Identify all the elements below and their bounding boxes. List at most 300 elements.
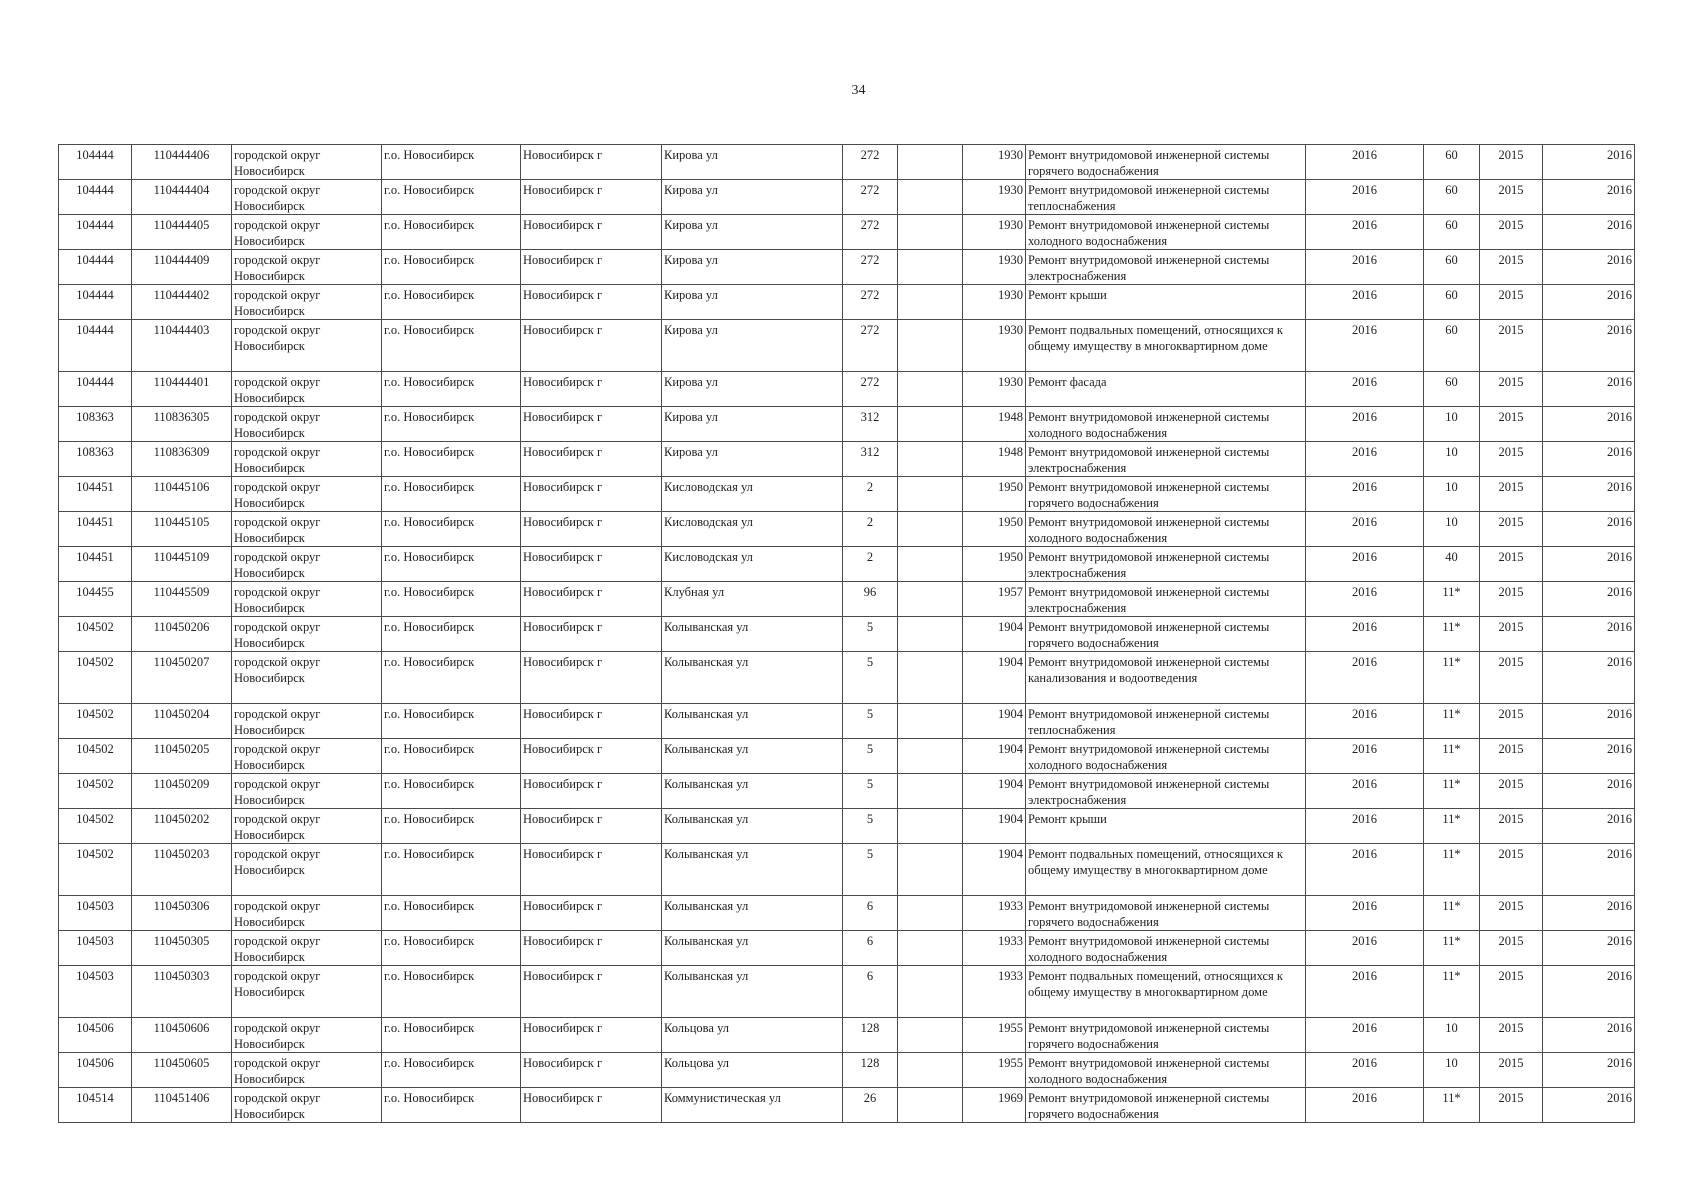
locality-cell: Новосибирск г <box>521 250 662 285</box>
municipality-cell: городской округ Новосибирск <box>232 145 382 180</box>
plan-start-cell: 2015 <box>1480 285 1543 320</box>
table-row <box>59 180 1635 215</box>
wear-cell: 11* <box>1424 896 1480 931</box>
building-cell <box>898 250 963 285</box>
building-cell <box>898 512 963 547</box>
work-id-cell: 110836305 <box>132 407 232 442</box>
house-number-cell: 5 <box>843 809 898 844</box>
plan-end-cell: 2016 <box>1543 652 1635 704</box>
year-built-cell: 1933 <box>963 896 1026 931</box>
district-cell: г.о. Новосибирск <box>382 704 521 739</box>
house-id-cell: 104444 <box>59 180 132 215</box>
plan-start-cell: 2015 <box>1480 582 1543 617</box>
work-id-cell: 110445106 <box>132 477 232 512</box>
plan-start-cell: 2015 <box>1480 704 1543 739</box>
house-number-cell: 2 <box>843 547 898 582</box>
work-type-cell: Ремонт крыши <box>1026 809 1306 844</box>
building-cell <box>898 704 963 739</box>
year-built-cell: 1904 <box>963 617 1026 652</box>
building-cell <box>898 582 963 617</box>
house-id-cell: 104444 <box>59 215 132 250</box>
municipality-cell: городской округ Новосибирск <box>232 442 382 477</box>
plan-start-cell: 2015 <box>1480 442 1543 477</box>
plan-end-cell: 2016 <box>1543 844 1635 896</box>
work-id-cell: 110450605 <box>132 1053 232 1088</box>
house-id-cell: 104502 <box>59 844 132 896</box>
table-row <box>59 1088 1635 1123</box>
work-year-cell: 2016 <box>1306 145 1424 180</box>
work-id-cell: 110450305 <box>132 931 232 966</box>
district-cell: г.о. Новосибирск <box>382 442 521 477</box>
street-cell: Колыванская ул <box>662 774 843 809</box>
locality-cell: Новосибирск г <box>521 844 662 896</box>
work-type-cell: Ремонт внутридомовой инженерной системы электроснабжения <box>1026 442 1306 477</box>
work-id-cell: 110450606 <box>132 1018 232 1053</box>
table-row <box>59 844 1635 896</box>
work-type-cell: Ремонт внутридомовой инженерной системы холодного водоснабжения <box>1026 931 1306 966</box>
plan-end-cell: 2016 <box>1543 704 1635 739</box>
year-built-cell: 1955 <box>963 1053 1026 1088</box>
work-type-cell: Ремонт внутридомовой инженерной системы горячего водоснабжения <box>1026 145 1306 180</box>
plan-end-cell: 2016 <box>1543 145 1635 180</box>
page-number: 34 <box>851 83 866 98</box>
plan-end-cell: 2016 <box>1543 250 1635 285</box>
work-year-cell: 2016 <box>1306 582 1424 617</box>
work-year-cell: 2016 <box>1306 966 1424 1018</box>
year-built-cell: 1904 <box>963 739 1026 774</box>
year-built-cell: 1904 <box>963 704 1026 739</box>
district-cell: г.о. Новосибирск <box>382 215 521 250</box>
house-id-cell: 104502 <box>59 774 132 809</box>
work-id-cell: 110450205 <box>132 739 232 774</box>
street-cell: Кольцова ул <box>662 1018 843 1053</box>
table-row <box>59 704 1635 739</box>
wear-cell: 60 <box>1424 215 1480 250</box>
municipality-cell: городской округ Новосибирск <box>232 931 382 966</box>
wear-cell: 60 <box>1424 180 1480 215</box>
work-type-cell: Ремонт внутридомовой инженерной системы теплоснабжения <box>1026 180 1306 215</box>
house-number-cell: 5 <box>843 617 898 652</box>
plan-end-cell: 2016 <box>1543 966 1635 1018</box>
locality-cell: Новосибирск г <box>521 407 662 442</box>
work-type-cell: Ремонт внутридомовой инженерной системы электроснабжения <box>1026 547 1306 582</box>
district-cell: г.о. Новосибирск <box>382 896 521 931</box>
wear-cell: 11* <box>1424 652 1480 704</box>
plan-start-cell: 2015 <box>1480 215 1543 250</box>
year-built-cell: 1948 <box>963 407 1026 442</box>
work-type-cell: Ремонт внутридомовой инженерной системы холодного водоснабжения <box>1026 1053 1306 1088</box>
building-cell <box>898 931 963 966</box>
table-row <box>59 931 1635 966</box>
municipality-cell: городской округ Новосибирск <box>232 1088 382 1123</box>
street-cell: Колыванская ул <box>662 809 843 844</box>
house-number-cell: 5 <box>843 704 898 739</box>
locality-cell: Новосибирск г <box>521 477 662 512</box>
plan-start-cell: 2015 <box>1480 145 1543 180</box>
year-built-cell: 1930 <box>963 215 1026 250</box>
house-id-cell: 104455 <box>59 582 132 617</box>
locality-cell: Новосибирск г <box>521 931 662 966</box>
plan-end-cell: 2016 <box>1543 407 1635 442</box>
municipality-cell: городской округ Новосибирск <box>232 774 382 809</box>
work-id-cell: 110444409 <box>132 250 232 285</box>
table-row <box>59 1018 1635 1053</box>
work-year-cell: 2016 <box>1306 652 1424 704</box>
plan-start-cell: 2015 <box>1480 652 1543 704</box>
work-id-cell: 110444405 <box>132 215 232 250</box>
year-built-cell: 1955 <box>963 1018 1026 1053</box>
street-cell: Кирова ул <box>662 320 843 372</box>
work-id-cell: 110444403 <box>132 320 232 372</box>
building-cell <box>898 1018 963 1053</box>
work-id-cell: 110450203 <box>132 844 232 896</box>
work-year-cell: 2016 <box>1306 250 1424 285</box>
street-cell: Колыванская ул <box>662 739 843 774</box>
municipality-cell: городской округ Новосибирск <box>232 896 382 931</box>
street-cell: Колыванская ул <box>662 652 843 704</box>
wear-cell: 10 <box>1424 407 1480 442</box>
house-number-cell: 312 <box>843 407 898 442</box>
district-cell: г.о. Новосибирск <box>382 285 521 320</box>
building-cell <box>898 477 963 512</box>
street-cell: Колыванская ул <box>662 704 843 739</box>
locality-cell: Новосибирск г <box>521 739 662 774</box>
municipality-cell: городской округ Новосибирск <box>232 1053 382 1088</box>
municipality-cell: городской округ Новосибирск <box>232 285 382 320</box>
street-cell: Клубная ул <box>662 582 843 617</box>
work-type-cell: Ремонт внутридомовой инженерной системы горячего водоснабжения <box>1026 617 1306 652</box>
work-id-cell: 110836309 <box>132 442 232 477</box>
work-year-cell: 2016 <box>1306 931 1424 966</box>
locality-cell: Новосибирск г <box>521 704 662 739</box>
work-type-cell: Ремонт внутридомовой инженерной системы горячего водоснабжения <box>1026 1088 1306 1123</box>
work-id-cell: 110444401 <box>132 372 232 407</box>
work-type-cell: Ремонт фасада <box>1026 372 1306 407</box>
work-id-cell: 110450204 <box>132 704 232 739</box>
work-type-cell: Ремонт внутридомовой инженерной системы канализования и водоотведения <box>1026 652 1306 704</box>
house-number-cell: 2 <box>843 477 898 512</box>
year-built-cell: 1933 <box>963 931 1026 966</box>
table-row <box>59 407 1635 442</box>
plan-start-cell: 2015 <box>1480 407 1543 442</box>
house-number-cell: 272 <box>843 285 898 320</box>
table-row <box>59 582 1635 617</box>
table-row <box>59 1053 1635 1088</box>
work-year-cell: 2016 <box>1306 180 1424 215</box>
house-id-cell: 104502 <box>59 739 132 774</box>
locality-cell: Новосибирск г <box>521 809 662 844</box>
building-cell <box>898 617 963 652</box>
building-cell <box>898 652 963 704</box>
plan-start-cell: 2015 <box>1480 896 1543 931</box>
year-built-cell: 1930 <box>963 320 1026 372</box>
year-built-cell: 1904 <box>963 652 1026 704</box>
municipality-cell: городской округ Новосибирск <box>232 704 382 739</box>
municipality-cell: городской округ Новосибирск <box>232 652 382 704</box>
locality-cell: Новосибирск г <box>521 582 662 617</box>
house-number-cell: 128 <box>843 1053 898 1088</box>
building-cell <box>898 145 963 180</box>
house-number-cell: 26 <box>843 1088 898 1123</box>
district-cell: г.о. Новосибирск <box>382 477 521 512</box>
table-row <box>59 617 1635 652</box>
house-number-cell: 5 <box>843 652 898 704</box>
locality-cell: Новосибирск г <box>521 442 662 477</box>
district-cell: г.о. Новосибирск <box>382 1088 521 1123</box>
table-row <box>59 512 1635 547</box>
work-year-cell: 2016 <box>1306 407 1424 442</box>
wear-cell: 11* <box>1424 966 1480 1018</box>
plan-end-cell: 2016 <box>1543 931 1635 966</box>
work-type-cell: Ремонт внутридомовой инженерной системы горячего водоснабжения <box>1026 477 1306 512</box>
district-cell: г.о. Новосибирск <box>382 844 521 896</box>
work-year-cell: 2016 <box>1306 512 1424 547</box>
work-year-cell: 2016 <box>1306 739 1424 774</box>
house-id-cell: 104451 <box>59 512 132 547</box>
municipality-cell: городской округ Новосибирск <box>232 844 382 896</box>
municipality-cell: городской округ Новосибирск <box>232 739 382 774</box>
work-id-cell: 110444402 <box>132 285 232 320</box>
plan-start-cell: 2015 <box>1480 250 1543 285</box>
wear-cell: 10 <box>1424 477 1480 512</box>
plan-end-cell: 2016 <box>1543 1088 1635 1123</box>
table-row <box>59 896 1635 931</box>
work-year-cell: 2016 <box>1306 547 1424 582</box>
year-built-cell: 1904 <box>963 844 1026 896</box>
work-id-cell: 110444404 <box>132 180 232 215</box>
work-type-cell: Ремонт внутридомовой инженерной системы горячего водоснабжения <box>1026 896 1306 931</box>
district-cell: г.о. Новосибирск <box>382 739 521 774</box>
wear-cell: 11* <box>1424 931 1480 966</box>
municipality-cell: городской округ Новосибирск <box>232 407 382 442</box>
table-row <box>59 145 1635 180</box>
work-type-cell: Ремонт внутридомовой инженерной системы холодного водоснабжения <box>1026 512 1306 547</box>
work-id-cell: 110450202 <box>132 809 232 844</box>
plan-start-cell: 2015 <box>1480 180 1543 215</box>
plan-start-cell: 2015 <box>1480 931 1543 966</box>
house-id-cell: 108363 <box>59 442 132 477</box>
wear-cell: 11* <box>1424 739 1480 774</box>
building-cell <box>898 320 963 372</box>
district-cell: г.о. Новосибирск <box>382 1018 521 1053</box>
house-number-cell: 272 <box>843 145 898 180</box>
work-year-cell: 2016 <box>1306 844 1424 896</box>
building-cell <box>898 774 963 809</box>
table-row <box>59 372 1635 407</box>
plan-start-cell: 2015 <box>1480 1088 1543 1123</box>
locality-cell: Новосибирск г <box>521 180 662 215</box>
district-cell: г.о. Новосибирск <box>382 407 521 442</box>
work-year-cell: 2016 <box>1306 809 1424 844</box>
house-id-cell: 104451 <box>59 547 132 582</box>
table-row <box>59 477 1635 512</box>
work-year-cell: 2016 <box>1306 320 1424 372</box>
house-id-cell: 104444 <box>59 372 132 407</box>
house-id-cell: 104444 <box>59 145 132 180</box>
building-cell <box>898 844 963 896</box>
wear-cell: 11* <box>1424 704 1480 739</box>
district-cell: г.о. Новосибирск <box>382 809 521 844</box>
work-id-cell: 110451406 <box>132 1088 232 1123</box>
district-cell: г.о. Новосибирск <box>382 931 521 966</box>
year-built-cell: 1930 <box>963 372 1026 407</box>
district-cell: г.о. Новосибирск <box>382 966 521 1018</box>
work-year-cell: 2016 <box>1306 774 1424 809</box>
plan-end-cell: 2016 <box>1543 1018 1635 1053</box>
municipality-cell: городской округ Новосибирск <box>232 477 382 512</box>
year-built-cell: 1930 <box>963 285 1026 320</box>
plan-start-cell: 2015 <box>1480 844 1543 896</box>
street-cell: Кирова ул <box>662 407 843 442</box>
building-cell <box>898 372 963 407</box>
building-cell <box>898 966 963 1018</box>
table-row <box>59 809 1635 844</box>
wear-cell: 60 <box>1424 250 1480 285</box>
house-number-cell: 96 <box>843 582 898 617</box>
district-cell: г.о. Новосибирск <box>382 180 521 215</box>
table-row <box>59 250 1635 285</box>
district-cell: г.о. Новосибирск <box>382 145 521 180</box>
table-row <box>59 966 1635 1018</box>
plan-start-cell: 2015 <box>1480 1053 1543 1088</box>
district-cell: г.о. Новосибирск <box>382 652 521 704</box>
building-cell <box>898 407 963 442</box>
house-id-cell: 104502 <box>59 704 132 739</box>
plan-start-cell: 2015 <box>1480 320 1543 372</box>
house-number-cell: 6 <box>843 896 898 931</box>
work-type-cell: Ремонт внутридомовой инженерной системы холодного водоснабжения <box>1026 739 1306 774</box>
street-cell: Колыванская ул <box>662 966 843 1018</box>
locality-cell: Новосибирск г <box>521 215 662 250</box>
plan-end-cell: 2016 <box>1543 1053 1635 1088</box>
work-type-cell: Ремонт внутридомовой инженерной системы холодного водоснабжения <box>1026 407 1306 442</box>
district-cell: г.о. Новосибирск <box>382 617 521 652</box>
plan-end-cell: 2016 <box>1543 739 1635 774</box>
table-row <box>59 547 1635 582</box>
year-built-cell: 1950 <box>963 547 1026 582</box>
house-id-cell: 104506 <box>59 1053 132 1088</box>
plan-start-cell: 2015 <box>1480 739 1543 774</box>
house-number-cell: 272 <box>843 320 898 372</box>
table-row <box>59 215 1635 250</box>
work-type-cell: Ремонт внутридомовой инженерной системы электроснабжения <box>1026 250 1306 285</box>
plan-end-cell: 2016 <box>1543 809 1635 844</box>
plan-end-cell: 2016 <box>1543 896 1635 931</box>
work-type-cell: Ремонт крыши <box>1026 285 1306 320</box>
house-number-cell: 2 <box>843 512 898 547</box>
plan-start-cell: 2015 <box>1480 372 1543 407</box>
house-id-cell: 104506 <box>59 1018 132 1053</box>
district-cell: г.о. Новосибирск <box>382 774 521 809</box>
street-cell: Колыванская ул <box>662 617 843 652</box>
building-cell <box>898 809 963 844</box>
work-year-cell: 2016 <box>1306 1088 1424 1123</box>
locality-cell: Новосибирск г <box>521 652 662 704</box>
year-built-cell: 1948 <box>963 442 1026 477</box>
work-year-cell: 2016 <box>1306 896 1424 931</box>
year-built-cell: 1933 <box>963 966 1026 1018</box>
building-cell <box>898 180 963 215</box>
street-cell: Кирова ул <box>662 215 843 250</box>
locality-cell: Новосибирск г <box>521 774 662 809</box>
plan-start-cell: 2015 <box>1480 477 1543 512</box>
house-id-cell: 104502 <box>59 617 132 652</box>
plan-start-cell: 2015 <box>1480 809 1543 844</box>
locality-cell: Новосибирск г <box>521 372 662 407</box>
street-cell: Кирова ул <box>662 372 843 407</box>
house-number-cell: 272 <box>843 250 898 285</box>
municipality-cell: городской округ Новосибирск <box>232 547 382 582</box>
wear-cell: 60 <box>1424 145 1480 180</box>
house-id-cell: 104503 <box>59 931 132 966</box>
work-id-cell: 110445109 <box>132 547 232 582</box>
wear-cell: 60 <box>1424 285 1480 320</box>
wear-cell: 10 <box>1424 1053 1480 1088</box>
house-number-cell: 6 <box>843 931 898 966</box>
street-cell: Кольцова ул <box>662 1053 843 1088</box>
work-type-cell: Ремонт подвальных помещений, относящихся к общему имуществу в многоквартирном доме <box>1026 320 1306 372</box>
building-cell <box>898 285 963 320</box>
table-body <box>59 145 1635 1123</box>
capital-repair-table <box>58 144 1635 1123</box>
work-year-cell: 2016 <box>1306 477 1424 512</box>
street-cell: Кирова ул <box>662 250 843 285</box>
year-built-cell: 1904 <box>963 774 1026 809</box>
building-cell <box>898 547 963 582</box>
locality-cell: Новосибирск г <box>521 285 662 320</box>
district-cell: г.о. Новосибирск <box>382 250 521 285</box>
municipality-cell: городской округ Новосибирск <box>232 617 382 652</box>
year-built-cell: 1930 <box>963 145 1026 180</box>
plan-end-cell: 2016 <box>1543 215 1635 250</box>
wear-cell: 60 <box>1424 320 1480 372</box>
municipality-cell: городской округ Новосибирск <box>232 215 382 250</box>
house-id-cell: 104503 <box>59 966 132 1018</box>
locality-cell: Новосибирск г <box>521 320 662 372</box>
year-built-cell: 1930 <box>963 250 1026 285</box>
work-type-cell: Ремонт внутридомовой инженерной системы теплоснабжения <box>1026 704 1306 739</box>
street-cell: Колыванская ул <box>662 844 843 896</box>
street-cell: Коммунистическая ул <box>662 1088 843 1123</box>
plan-end-cell: 2016 <box>1543 285 1635 320</box>
year-built-cell: 1969 <box>963 1088 1026 1123</box>
house-number-cell: 5 <box>843 844 898 896</box>
municipality-cell: городской округ Новосибирск <box>232 1018 382 1053</box>
house-id-cell: 104444 <box>59 250 132 285</box>
plan-end-cell: 2016 <box>1543 372 1635 407</box>
house-number-cell: 6 <box>843 966 898 1018</box>
plan-end-cell: 2016 <box>1543 582 1635 617</box>
year-built-cell: 1930 <box>963 180 1026 215</box>
work-type-cell: Ремонт подвальных помещений, относящихся к общему имуществу в многоквартирном доме <box>1026 844 1306 896</box>
house-id-cell: 104502 <box>59 809 132 844</box>
street-cell: Кисловодская ул <box>662 477 843 512</box>
wear-cell: 10 <box>1424 1018 1480 1053</box>
district-cell: г.о. Новосибирск <box>382 512 521 547</box>
building-cell <box>898 215 963 250</box>
locality-cell: Новосибирск г <box>521 512 662 547</box>
work-id-cell: 110450209 <box>132 774 232 809</box>
locality-cell: Новосибирск г <box>521 1018 662 1053</box>
municipality-cell: городской округ Новосибирск <box>232 250 382 285</box>
municipality-cell: городской округ Новосибирск <box>232 372 382 407</box>
building-cell <box>898 1053 963 1088</box>
municipality-cell: городской округ Новосибирск <box>232 180 382 215</box>
plan-start-cell: 2015 <box>1480 547 1543 582</box>
house-number-cell: 272 <box>843 180 898 215</box>
plan-start-cell: 2015 <box>1480 774 1543 809</box>
locality-cell: Новосибирск г <box>521 617 662 652</box>
